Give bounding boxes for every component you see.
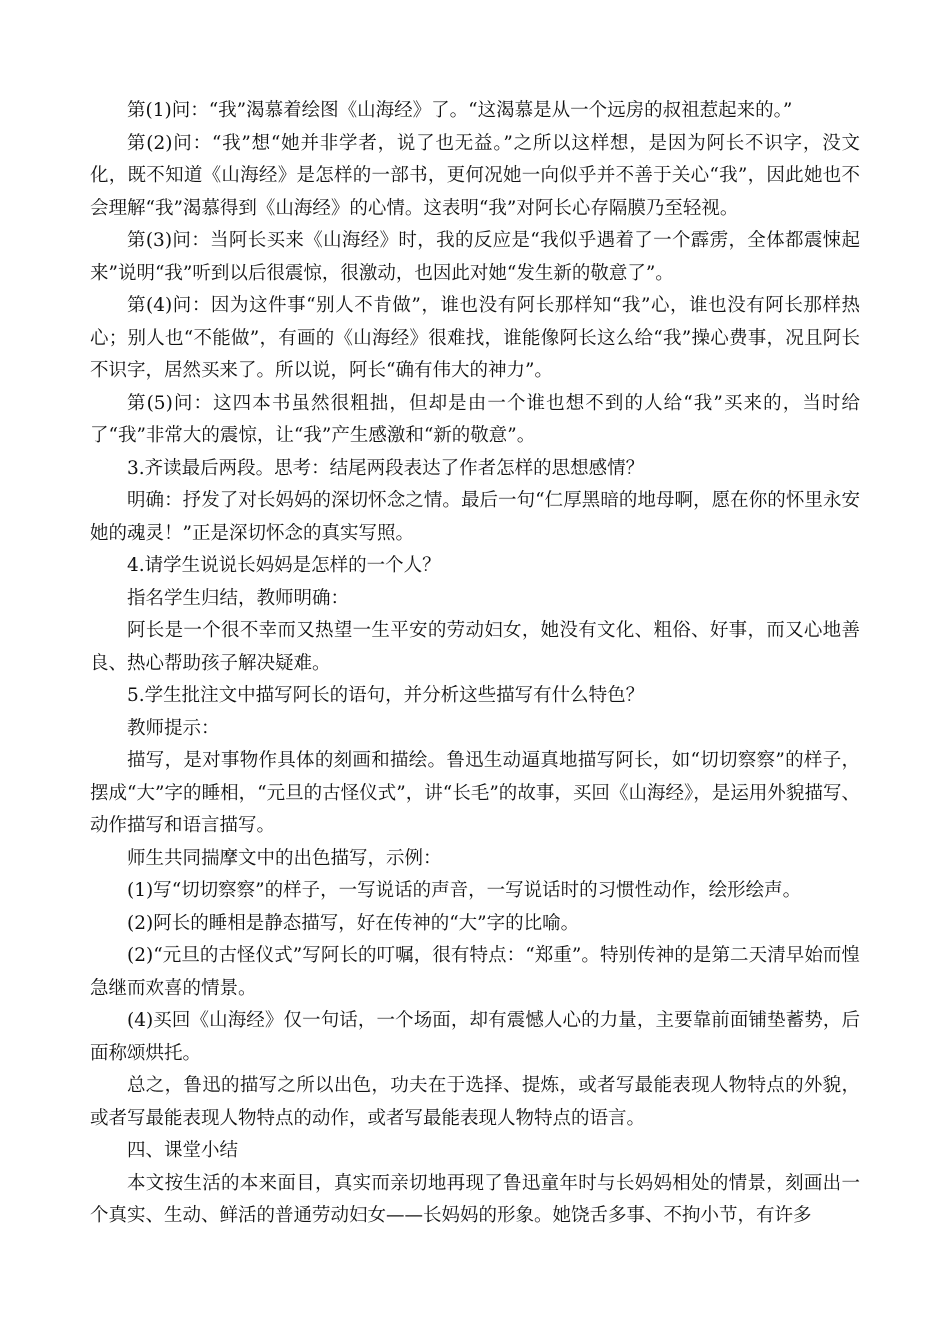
paragraph-q3-answer: 第(3)问：当阿长买来《山海经》时，我的反应是“我似乎遇着了一个霹雳，全体都震悚起来”说明“我”听到以后很震惊，很激动，也因此对她“发生新的敬意了”。 (90, 230, 860, 284)
paragraph-teacher-hint: 教师提示： (127, 717, 220, 739)
paragraph-q1-answer: 第(1)问：“我”渴慕着绘图《山海经》了。“这渴慕是从一个远房的叔祖惹起来的。” (127, 100, 793, 121)
paragraph-task-4-instruction: 指名学生归结，教师明确： (127, 587, 350, 609)
paragraph-class-summary: 本文按生活的本来面目，真实而亲切地再现了鲁迅童年时与长妈妈相处的情景，刻画出一个真实、生动、鲜活的普通劳动妇女——长妈妈的形象。她饶舌多事、不拘小节，有许多 (90, 1172, 860, 1226)
paragraph-q5-answer: 第(5)问：这四本书虽然很粗拙，但却是由一个谁也想不到的人给“我”买来的，当时给了“我”非常大的震惊，让“我”产生感激和“新的敬意”。 (90, 392, 860, 446)
paragraph-summary: 总之，鲁迅的描写之所以出色，功夫在于选择、提炼，或者写最能表现人物特点的外貌，或者写最能表现人物特点的动作，或者写最能表现人物特点的语言。 (90, 1075, 860, 1129)
paragraph-task-5: 5.学生批注文中描写阿长的语句，并分析这些描写有什么特色？ (127, 685, 645, 706)
paragraph-q2-answer: 第(2)问：“我”想“她并非学者，说了也无益。”之所以这样想，是因为阿长不识字，没文化，既不知道《山海经》是怎样的一部书，更何况她一向似乎并不善于关心“我”，因此她也不会理解“我”渴慕得到《山海经》的心情。这表明“我”对阿长心存隔膜乃至轻视。 (90, 132, 860, 219)
paragraph-example-1: (1)写“切切察察”的样子，一写说话的声音，一写说话时的习惯性动作，绘形绘声。 (127, 880, 802, 901)
paragraph-task-3: 3.齐读最后两段。思考：结尾两段表达了作者怎样的思想感情？ (127, 457, 645, 479)
section-heading-class-summary: 四、课堂小结 (127, 1140, 239, 1161)
paragraph-q4-answer: 第(4)问：因为这件事“别人不肯做”，谁也没有阿长那样知“我”心，谁也没有阿长那样热心；别人也“不能做”，有画的《山海经》很难找，谁能像阿长这么给“我”操心费事，况且阿长不识字，居然买来了。所以说，阿长“确有伟大的神力”。 (90, 295, 860, 381)
paragraph-task-4: 4.请学生说说长妈妈是怎样的一个人？ (127, 555, 441, 576)
paragraph-example-4: (4)买回《山海经》仅一句话，一个场面，却有震憾人心的力量，主要靠前面铺垫蓄势，后面称颂烘托。 (90, 1010, 860, 1064)
paragraph-task-3-answer: 明确：抒发了对长妈妈的深切怀念之情。最后一句“仁厚黑暗的地母啊，愿在你的怀里永安她的魂灵！”正是深切怀念的真实写照。 (90, 490, 860, 544)
document-body (90, 95, 860, 1233)
paragraph-task-4-answer: 阿长是一个很不幸而又热望一生平安的劳动妇女，她没有文化、粗俗、好事，而又心地善良、热心帮助孩子解决疑难。 (90, 620, 860, 674)
paragraph-examples-intro: 师生共同揣摩文中的出色描写，示例： (127, 847, 442, 869)
paragraph-example-2: (2)阿长的睡相是静态描写，好在传神的“大”字的比喻。 (127, 912, 580, 934)
paragraph-description-definition: 描写，是对事物作具体的刻画和描绘。鲁迅生动逼真地描写阿长，如“切切察察”的样子，摆成“大”字的睡相，“元旦的古怪仪式”，讲“长毛”的故事，买回《山海经》，是运用外貌描写、动作描写和语言描写。 (90, 750, 860, 836)
paragraph-example-3: (2)“元旦的古怪仪式”写阿长的叮嘱，很有特点：“郑重”。特别传神的是第二天清早始而惶急继而欢喜的情景。 (90, 945, 860, 999)
